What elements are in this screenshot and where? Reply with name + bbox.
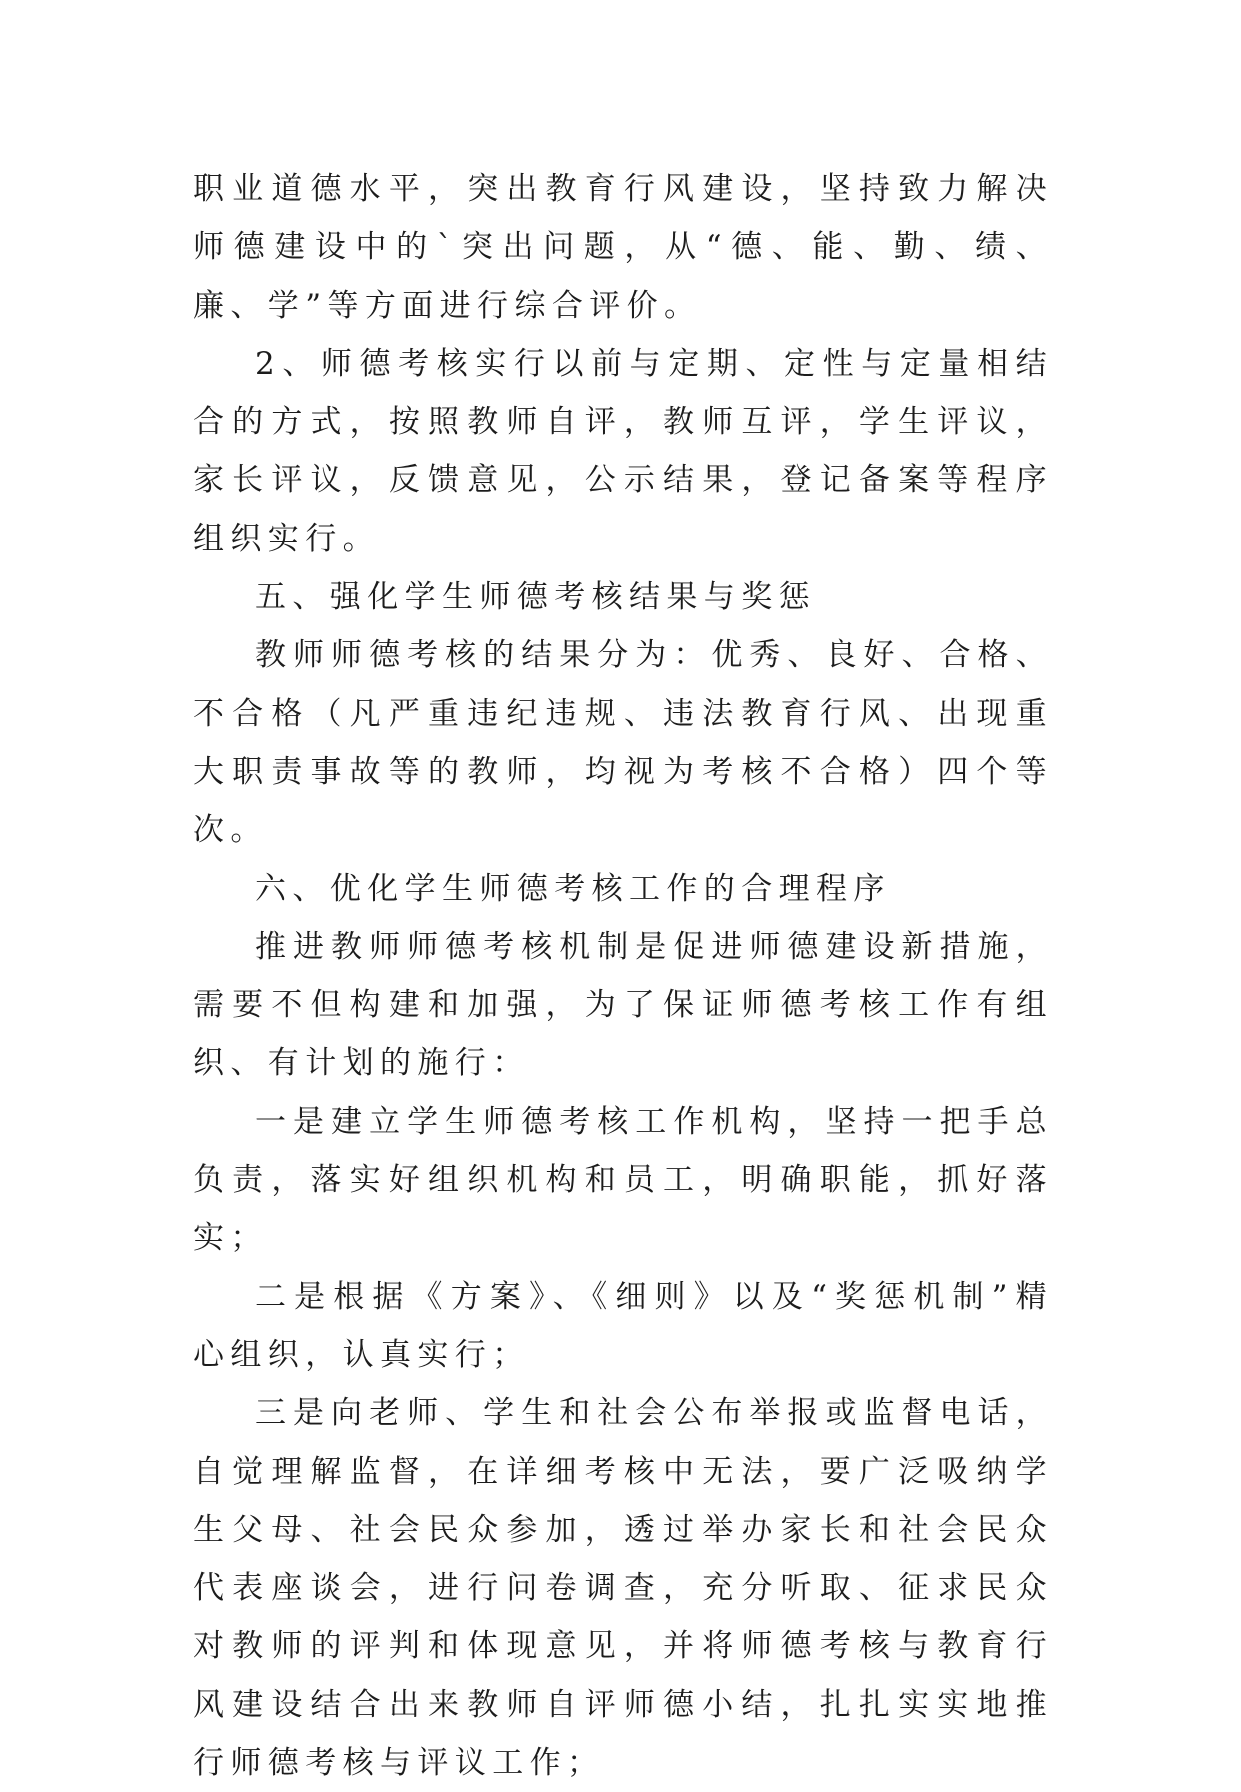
section-heading-6: 六、优化学生师德考核工作的合理程序 [255,870,891,907]
document-body [193,160,1053,1792]
section-heading-5: 五、强化学生师德考核结果与奖惩 [255,579,816,616]
paragraph-7: 三是向老师、学生和社会公布举报或监督电话，自觉理解监督，在详细考核中无法，要广泛吸纳学生父母、社会民众参加，透过举办家长和社会民众代表座谈会，进行问卷调查，充分听取、征求民众对教师的评判和体现意见，并将师德考核与教育行风建设结合出来教师自评师德小结，扎扎实实地推行师德考核与评议工作； [193,1395,1053,1782]
paragraph-4: 推进教师师德考核机制是促进师德建设新措施，需要不但构建和加强，为了保证师德考核工作有组织、有计划的施行： [193,928,1053,1082]
paragraph-2: 2、师德考核实行以前与定期、定性与定量相结合的方式，按照教师自评，教师互评，学生评议，家长评议，反馈意见，公示结果，登记备案等程序组织实行。 [193,345,1053,557]
paragraph-3: 教师师德考核的结果分为：优秀、良好、合格、不合格（凡严重违纪违规、违法教育行风、出现重大职责事故等的教师，均视为考核不合格）四个等次。 [193,637,1053,849]
paragraph-1: 职业道德水平，突出教育行风建设，坚持致力解决师德建设中的`突出问题，从“德、能、勤、绩、廉、学”等方面进行综合评价。 [193,171,1053,324]
paragraph-5: 一是建立学生师德考核工作机构，坚持一把手总负责，落实好组织机构和员工，明确职能，抓好落实； [193,1103,1053,1257]
paragraph-6: 二是根据《方案》、《细则》以及“奖惩机制”精心组织，认真实行； [193,1278,1053,1373]
